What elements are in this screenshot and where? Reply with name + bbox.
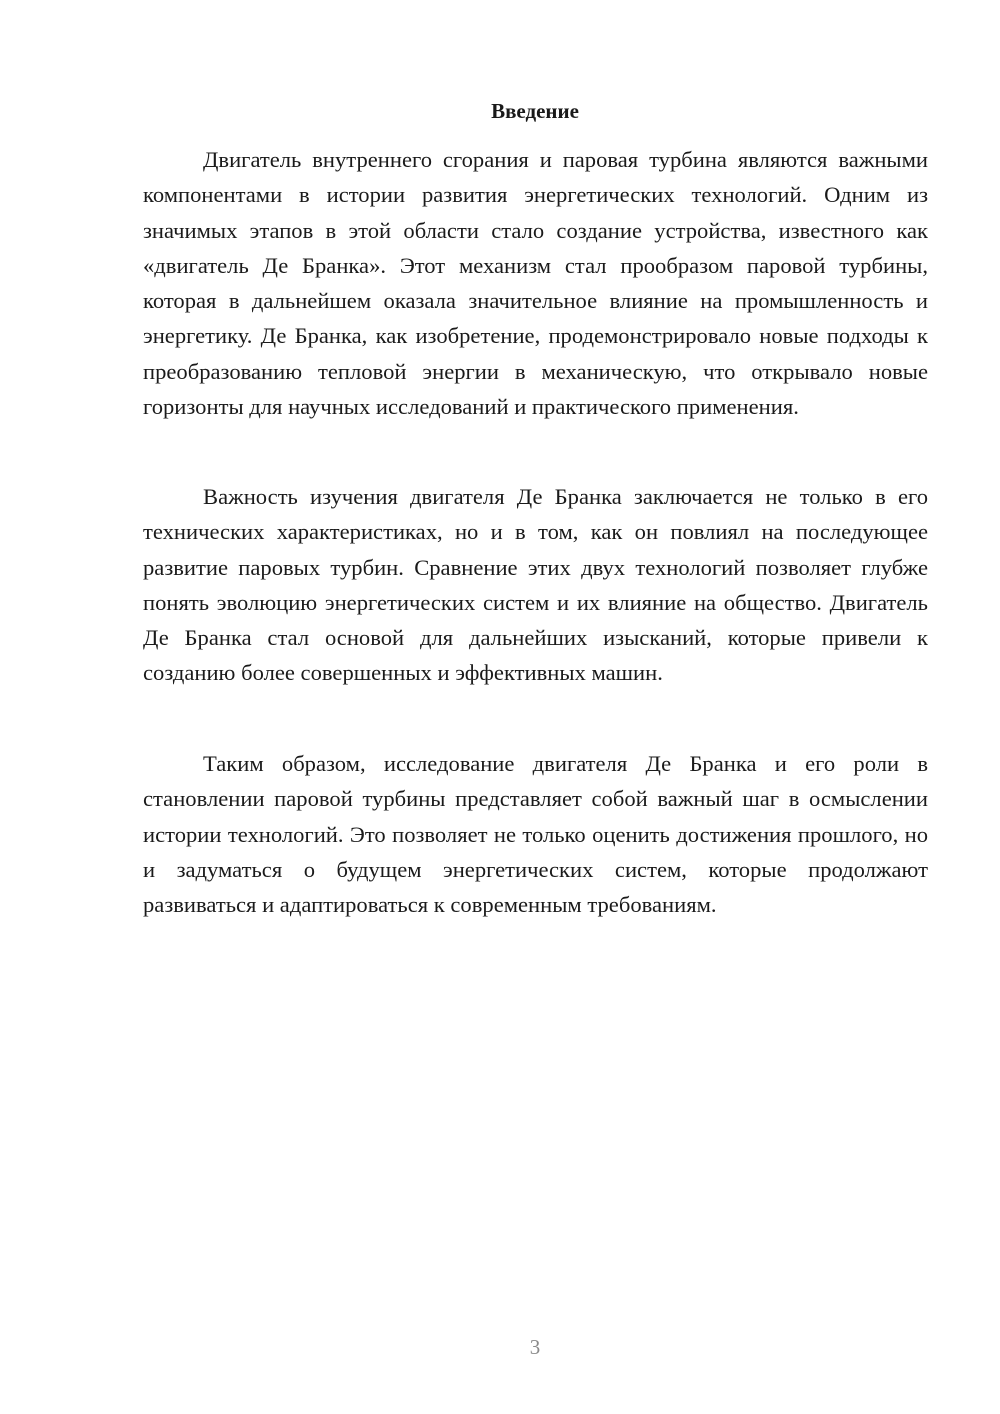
section-title: Введение: [491, 99, 579, 123]
intro-paragraph-2: Важность изучения двигателя Де Бранка заключается не только в его технических характеристиках, но и в том, как он повлиял на последующее развитие паровых турбин. Сравнение этих двух технологий позволяет глубже понять эволюцию энергетических систем и их влияние на общество. Двигатель Де Бранка стал основой для дальнейших изысканий, которые привели к созданию более совершенных и эффективных машин.: [143, 484, 928, 686]
intro-paragraph-3: Таким образом, исследование двигателя Де Бранка и его роли в становлении паровой турбины представляет собой важный шаг в осмыслении истории технологий. Это позволяет не только оценить достижения прошлого, но и задуматься о будущем энергетических систем, которые продолжают развиваться и адаптироваться к современным требованиям.: [143, 751, 928, 918]
page-number: 3: [529, 1335, 541, 1359]
intro-paragraph-1: Двигатель внутреннего сгорания и паровая турбина являются важными компонентами в истории развития энергетических технологий. Одним из значимых этапов в этой области стало создание устройства, известного как «двигатель Де Бранка». Этот механизм стал прообразом паровой турбины, которая в дальнейшем оказала значительное влияние на промышленность и энергетику. Де Бранка, как изобретение, продемонстрировало новые подходы к преобразованию тепловой энергии в механическую, что открывало новые горизонты для научных исследований и практического применения.: [143, 147, 928, 420]
